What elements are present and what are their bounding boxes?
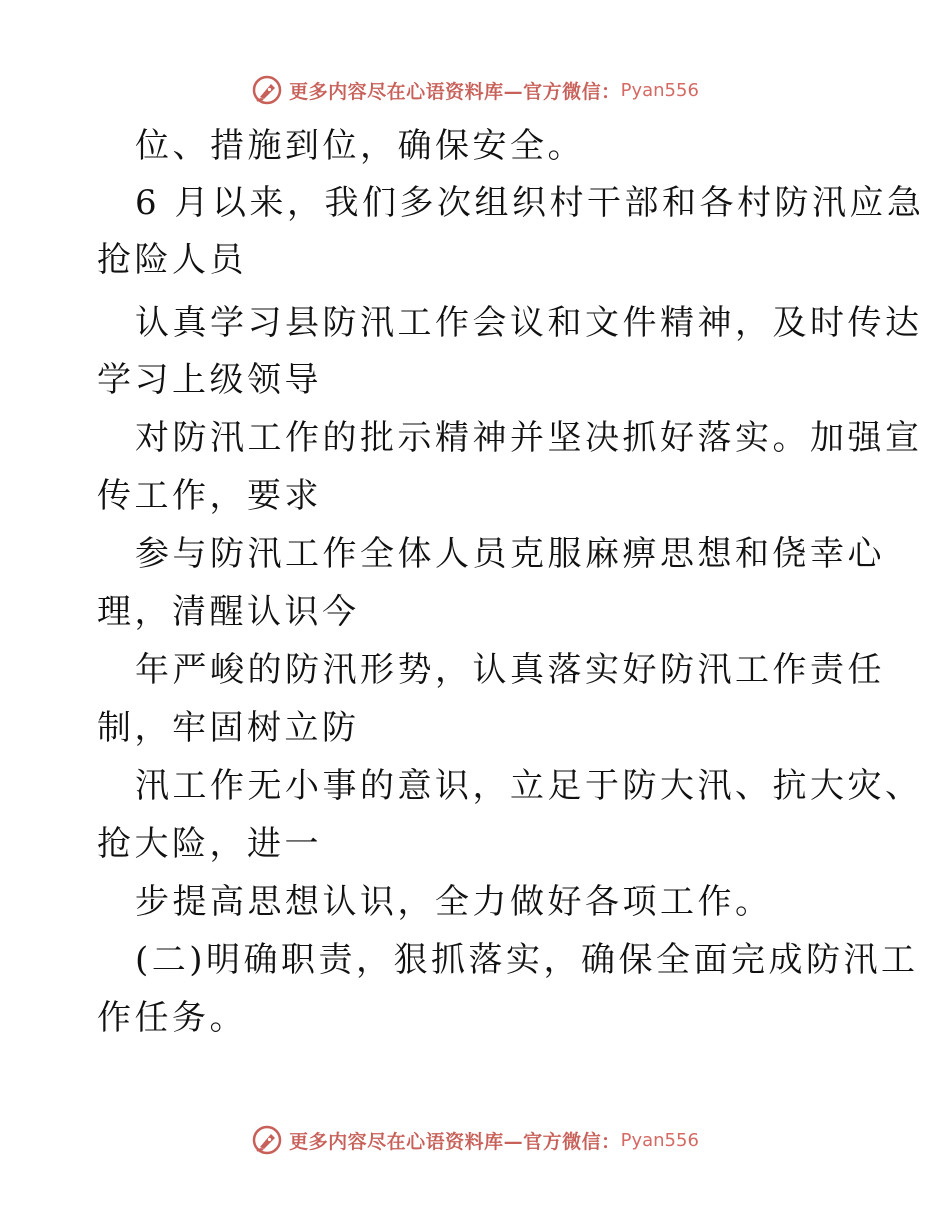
body-line: 理，清醒认识今 (97, 592, 360, 632)
body-line: 6 月以来，我们多次组织村干部和各村防汛应急 (135, 183, 925, 223)
body-line: 位、措施到位，确保安全。 (135, 126, 585, 166)
body-line: 传工作，要求 (97, 476, 322, 516)
body-line: 抢险人员 (97, 240, 247, 280)
body-line: 对防汛工作的批示精神并坚决抓好落实。加强宣 (135, 418, 923, 458)
header-watermark-banner (0, 70, 950, 110)
body-line: 学习上级领导 (97, 360, 322, 400)
body-line: 认真学习县防汛工作会议和文件精神，及时传达 (135, 303, 923, 343)
body-line: 汛工作无小事的意识，立足于防大汛、抗大灾、 (135, 766, 923, 806)
body-line: 步提高思想认识，全力做好各项工作。 (135, 882, 773, 922)
body-line: 抢大险，进一 (97, 824, 322, 864)
banner-wechat-id: Pyan556 (620, 1129, 699, 1151)
body-line: (二)明确职责，狠抓落实，确保全面完成防汛工 (135, 940, 919, 980)
body-line: 年严峻的防汛形势，认真落实好防汛工作责任 (135, 650, 885, 690)
body-line: 作任务。 (97, 998, 247, 1038)
body-line: 制，牢固树立防 (97, 708, 360, 748)
footer-watermark-banner (0, 1120, 950, 1160)
body-line: 参与防汛工作全体人员克服麻痹思想和侥幸心 (135, 534, 885, 574)
pen-nib-logo-icon (251, 1124, 283, 1156)
banner-text: 更多内容尽在心语资料库—官方微信： (289, 80, 621, 103)
banner-text: 更多内容尽在心语资料库—官方微信： (289, 1130, 621, 1153)
banner-wechat-id: Pyan556 (620, 79, 699, 101)
pen-nib-logo-icon (251, 74, 283, 106)
